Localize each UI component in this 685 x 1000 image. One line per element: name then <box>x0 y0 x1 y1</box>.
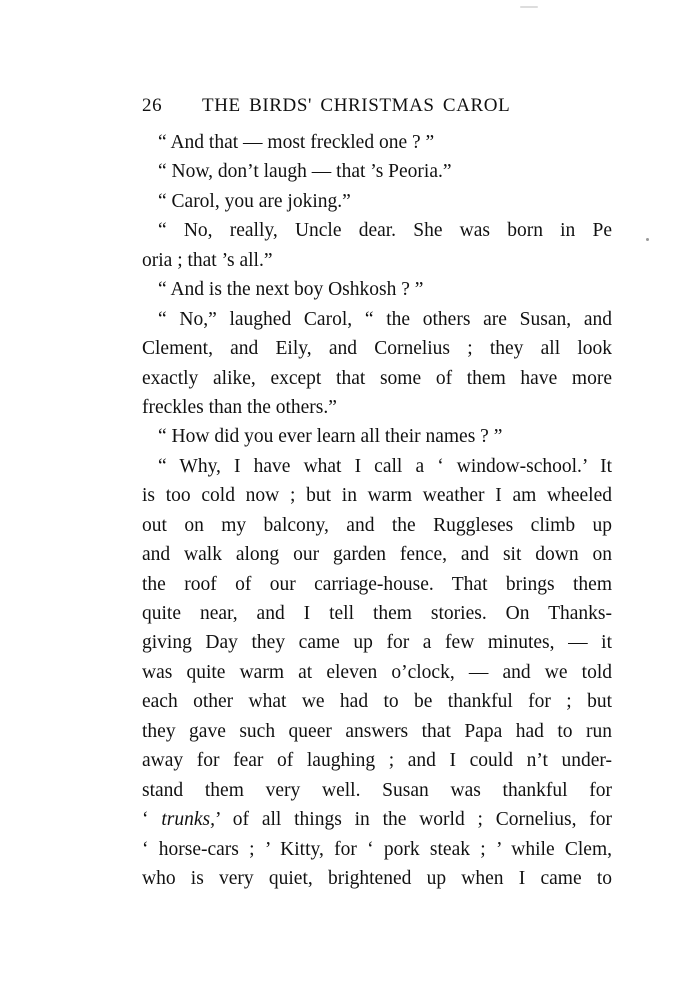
text-line: out on my balcony, and the Ruggleses climb up <box>142 514 612 536</box>
text-line: giving Day they came up for a few minutes, — it <box>142 632 612 654</box>
text-line: “ How did you ever learn all their names ? ” <box>158 426 503 448</box>
text-line: stand them very well. Susan was thankful for <box>142 779 612 801</box>
text-line: oria ; that ’s all.” <box>142 249 273 271</box>
text-line: “ And is the next boy Oshkosh ? ” <box>158 279 424 301</box>
text-line: ‘ trunks,’ of all things in the world ; Cornelius, for <box>142 809 612 831</box>
running-title: THE BIRDS' CHRISTMAS CAROL <box>202 95 511 116</box>
text-line: Clement, and Eily, and Cornelius ; they all look <box>142 338 612 360</box>
text-line: was quite warm at eleven o’clock, — and we told <box>142 661 612 683</box>
text-line: ‘ horse-cars ; ’ Kitty, for ‘ pork steak ; ’ while Clem, <box>142 838 612 860</box>
italic-word: trunks, <box>161 809 215 831</box>
text-line: who is very quiet, brightened up when I came to <box>142 867 612 889</box>
text-line: is too cold now ; but in warm weather I am wheeled <box>142 485 612 507</box>
text-line: “ Why, I have what I call a ‘ window-school.’ It <box>158 455 612 477</box>
text-line: each other what we had to be thankful for ; but <box>142 691 612 713</box>
text-line: freckles than the others.” <box>142 396 337 418</box>
text-line: exactly alike, except that some of them have more <box>142 367 612 389</box>
text-line: “ Carol, you are joking.” <box>158 190 351 212</box>
page-number: 26 <box>142 95 163 116</box>
text-line: away for fear of laughing ; and I could n’t under- <box>142 750 612 772</box>
text-line: “ And that — most freckled one ? ” <box>158 132 435 153</box>
text-line: and walk along our garden fence, and sit down on <box>142 544 612 566</box>
text-line: “ No, really, Uncle dear. She was born in Pe <box>158 220 612 242</box>
text-line: they gave such queer answers that Papa had to run <box>142 720 612 742</box>
text-line: “ Now, don’t laugh — that ’s Peoria.” <box>158 161 452 183</box>
page-header <box>142 95 612 125</box>
text-line: quite near, and I tell them stories. On Thanks- <box>142 603 612 624</box>
text-line: “ No,” laughed Carol, “ the others are Susan, and <box>158 308 612 330</box>
scan-speck <box>646 238 649 241</box>
body-text <box>142 128 612 893</box>
scan-speck <box>520 6 538 8</box>
text-line: the roof of our carriage-house. That brings them <box>142 573 612 595</box>
